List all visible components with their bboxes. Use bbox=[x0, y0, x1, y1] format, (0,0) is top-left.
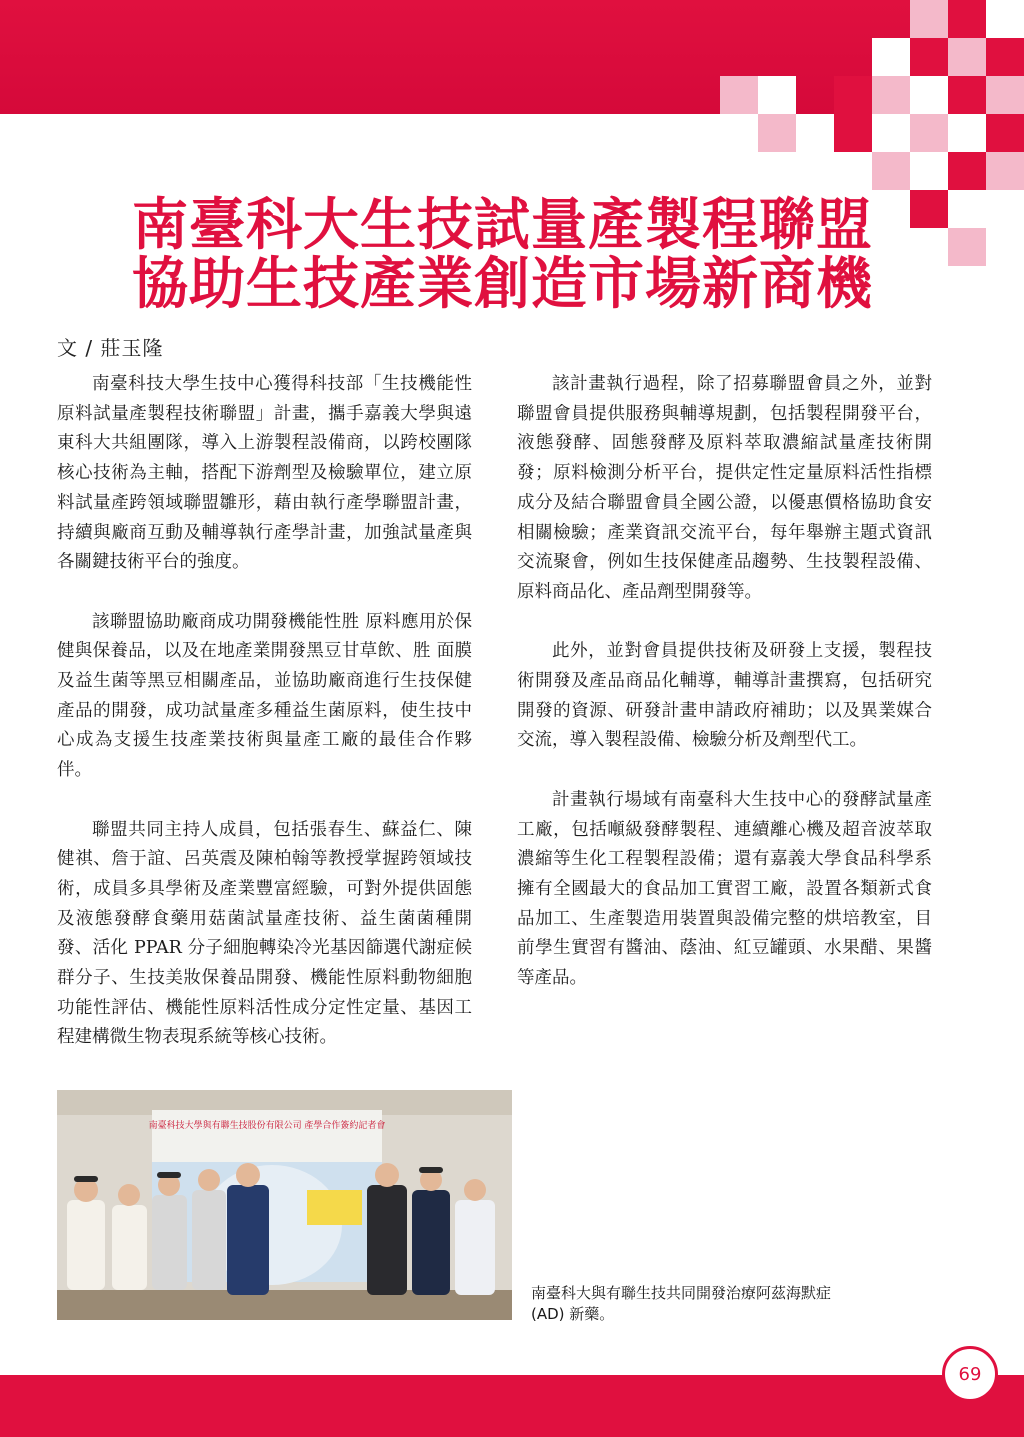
paragraph: 該計畫執行過程，除了招募聯盟會員之外，並對聯盟會員提供服務與輔導規劃，包括製程開發平台，液態發酵、固態發酵及原料萃取濃縮試量產技術開發；原料檢測分析平台，提供定性定量原料活性指標成分及結合聯盟會員全國公證，以優惠價格協助食安相關檢驗；產業資訊交流平台，每年舉辦主題式資訊交流聚會，例如生技保健產品趨勢、生技製程設備、原料商品化、產品劑型開發等。 bbox=[517, 374, 932, 602]
paragraph: 南臺科技大學生技中心獲得科技部「生技機能性原料試量產製程技術聯盟」計畫，攜手嘉義大學與遠東科大共組團隊，導入上游製程設備商，以跨校團隊核心技術為主軸，搭配下游劑型及檢驗單位，建立原料試量產跨領域聯盟雛形，藉由執行產學聯盟計畫，持續與廠商互動及輔導執行產學計畫，加強試量產與各關鍵技術平台的強度。 bbox=[57, 374, 472, 573]
author-byline: 文 / 莊玉隆 bbox=[57, 336, 164, 360]
paragraph: 計畫執行場域有南臺科大生技中心的發酵試量產工廠，包括噸級發酵製程、連續離心機及超音波萃取濃縮等生化工程製程設備；還有嘉義大學食品科學系擁有全國最大的食品加工實習工廠，設置各類新式食品加工、生產製造用裝置與設備完整的烘培教室，目前學生實習有醬油、蔭油、紅豆罐頭、水果醋、果醬等產品。 bbox=[517, 789, 932, 989]
title-line-1: 南臺科大生技試量產製程聯盟 bbox=[132, 193, 873, 258]
paragraph: 聯盟共同主持人成員，包括張春生、蘇益仁、陳健祺、詹于誼、呂英震及陳柏翰等教授掌握跨領域技術，成員多具學術及產業豐富經驗，可對外提供固態及液態發酵食藥用菇菌試量產技術、益生菌菌種開發、活化 PPAR 分子細胞轉染冷光基因篩選代謝症候群分子、生技美妝保養品開發、機能性原料動物細胞功能性評估、機能性原料活性成分定性定量、基因工程建構微生物表現系統等核心技術。 bbox=[57, 819, 472, 1048]
paragraph: 此外，並對會員提供技術及研發上支援，製程技術開發及產品商品化輔導，輔導計畫撰寫，包括研究開發的資源、研發計畫申請政府補助；以及異業媒合交流，導入製程設備、檢驗分析及劑型代工。 bbox=[517, 641, 932, 751]
footer-band bbox=[0, 1375, 1024, 1437]
page-number: 69 bbox=[958, 1363, 982, 1385]
article-title bbox=[132, 193, 892, 317]
press-conference-photo bbox=[57, 1090, 512, 1320]
photo-banner-text: 南臺科技大學與有聯生技股份有限公司 產學合作簽約記者會 bbox=[148, 1121, 386, 1131]
photo-caption: 南臺科大與有聯生技共同開發治療阿茲海默症 (AD) 新藥。 bbox=[531, 1284, 832, 1323]
paragraph: 該聯盟協助廠商成功開發機能性胜 原料應用於保健與保養品，以及在地產業開發黑豆甘草飲、胜 面膜及益生菌等黑豆相關產品，並協助廠商進行生技保健產品的開發，成功試量產多種益生菌原料，使生技中心成為支援生技產業技術與量產工廠的最佳合作夥伴。 bbox=[57, 611, 472, 781]
right-column bbox=[517, 370, 932, 994]
page-number-badge bbox=[942, 1346, 998, 1402]
title-line-2: 協助生技產業創造市場新商機 bbox=[132, 252, 873, 317]
left-column bbox=[57, 370, 472, 1053]
